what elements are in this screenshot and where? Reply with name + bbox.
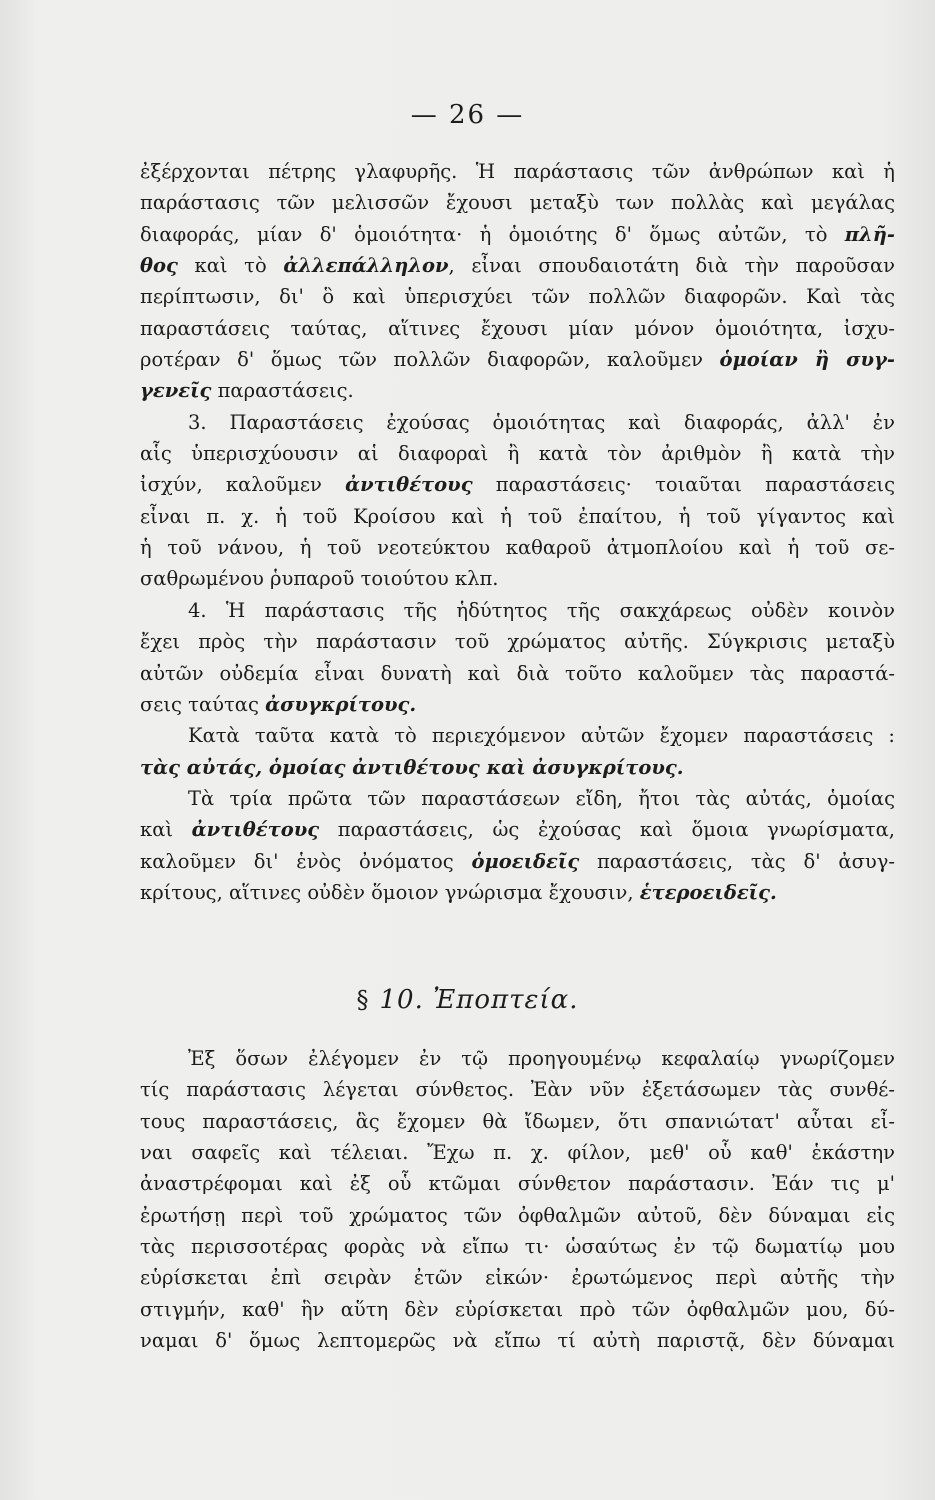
text-line: περίπτωσιν, δι' ὃ καὶ ὑπερισχύει τῶν πολλῶν διαφορῶν. Καὶ τὰς [140,285,895,309]
body-text-bottom [140,1043,895,1356]
text-line: καὶ ἀντιθέτους παραστάσεις, ὡς ἐχούσας καὶ ὅμοια γνωρίσματα, [140,818,895,842]
text-line: ἡ τοῦ νάνου, ἡ τοῦ νεοτεύκτου καθαροῦ ἀτμοπλοίου καὶ ἡ τοῦ σε- [140,536,895,560]
text-line: ἐρωτήσῃ περὶ τοῦ χρώματος τῶν ὀφθαλμῶν αὐτοῦ, δὲν δύναμαι εἰς [140,1203,895,1227]
body-text-top [140,156,895,908]
text-line: ἀναστρέφομαι καὶ ἐξ οὗ κτῶμαι σύνθετον παράστασιν. Ἐάν τις μ' [140,1172,895,1196]
text-line: παράστασις τῶν μελισσῶν ἔχουσι μεταξὺ των πολλὰς καὶ μεγάλας [140,191,895,215]
text-line: αἷς ὑπερισχύουσιν αἱ διαφοραὶ ἢ κατὰ τὸν ἀριθμὸν ἢ κατὰ τὴν [140,442,895,466]
text-line: ροτέραν δ' ὅμως τῶν πολλῶν διαφορῶν, καλοῦμεν ὁμοίαν ἢ συγ- [140,348,895,372]
text-line: σαθρωμένου ῥυπαροῦ τοιούτου κλπ. [140,567,499,591]
section-title: 10. Ἐποπτεία. [379,985,579,1015]
text-line: 4. Ἡ παράστασις τῆς ἡδύτητος τῆς σακχάρεως οὐδὲν κοινὸν [188,598,895,622]
text-line: αὐτῶν οὐδεμία εἶναι δυνατὴ καὶ διὰ τοῦτο καλοῦμεν τὰς παραστά- [140,661,895,685]
text-line: τὰς αὐτάς, ὁμοίας ἀντιθέτους καὶ ἀσυγκρίτους. [140,755,684,779]
text-line: Κατὰ ταῦτα κατὰ τὸ περιεχόμενον αὐτῶν ἔχομεν παραστάσεις : [188,724,895,748]
text-line: θος καὶ τὸ ἀλλεπάλληλον, εἶναι σπουδαιοτάτη διὰ τὴν παροῦσαν [140,254,895,278]
text-line: ἐξέρχονται πέτρης γλαφυρῆς. Ἡ παράστασις τῶν ἀνθρώπων καὶ ἡ [140,160,895,183]
text-line: τίς παράστασις λέγεται σύνθετος. Ἐὰν νῦν ἐξετάσωμεν τὰς συνθέ- [140,1078,895,1102]
text-line: εὑρίσκεται ἐπὶ σειρὰν ἐτῶν εἰκών· ἐρωτώμενος περὶ αὐτῆς τὴν [140,1266,895,1290]
text-line: ναμαι δ' ὅμως λεπτομερῶς νὰ εἴπω τί αὐτὴ παριστᾷ, δὲν δύναμαι [140,1329,895,1353]
text-line: ἔχει πρὸς τὴν παράστασιν τοῦ χρώματος αὐτῆς. Σύγκρισις μεταξὺ [140,630,895,654]
section-heading [0,985,935,1015]
text-line: σεις ταύτας ἀσυγκρίτους. [140,692,417,716]
text-line: γενεῖς παραστάσεις. [140,379,354,403]
page-number: — 26 — [410,100,525,130]
text-line: κρίτους, αἵτινες οὐδὲν ὅμοιον γνώρισμα ἔχουσιν, ἑτεροειδεῖς. [140,880,777,904]
text-line: διαφοράς, μίαν δ' ὁμοιότητα· ἡ ὁμοιότης δ' ὅμως αὐτῶν, τὸ πλῆ- [140,222,895,246]
text-line: 3. Παραστάσεις ἐχούσας ὁμοιότητας καὶ διαφοράς, ἀλλ' ἐν [188,410,895,434]
text-line: παραστάσεις ταύτας, αἵτινες ἔχουσι μίαν μόνον ὁμοιότητα, ἰσχυ- [140,316,895,340]
section-mark: § [356,986,370,1014]
text-line: εἶναι π. χ. ἡ τοῦ Κροίσου καὶ ἡ τοῦ ἐπαίτου, ἡ τοῦ γίγαντος καὶ [140,504,895,528]
text-line: τους παραστάσεις, ἃς ἔχομεν θὰ ἴδωμεν, ὅτι σπανιώτατ' αὗται εἶ- [140,1109,895,1133]
text-line: Τὰ τρία πρῶτα τῶν παραστάσεων εἴδη, ἤτοι τὰς αὐτάς, ὁμοίας [188,786,895,810]
text-line: τὰς περισσοτέρας φορὰς νὰ εἴπω τι· ὡσαύτως ἐν τῷ δωματίῳ μου [140,1235,895,1259]
text-line: Ἐξ ὅσων ἐλέγομεν ἐν τῷ προηγουμένῳ κεφαλαίῳ γνωρίζομεν [188,1047,895,1070]
text-line: ναι σαφεῖς καὶ τέλειαι. Ἔχω π. χ. φίλον, μεθ' οὗ καθ' ἑκάστην [140,1141,895,1165]
text-line: στιγμήν, καθ' ἣν αὕτη δὲν εὑρίσκεται πρὸ τῶν ὀφθαλμῶν μου, δύ- [140,1297,895,1321]
text-line: ἰσχύν, καλοῦμεν ἀντιθέτους παραστάσεις· τοιαῦται παραστάσεις [140,473,895,497]
text-line: καλοῦμεν δι' ἑνὸς ὀνόματος ὁμοειδεῖς παραστάσεις, τὰς δ' ἀσυγ- [140,849,895,873]
